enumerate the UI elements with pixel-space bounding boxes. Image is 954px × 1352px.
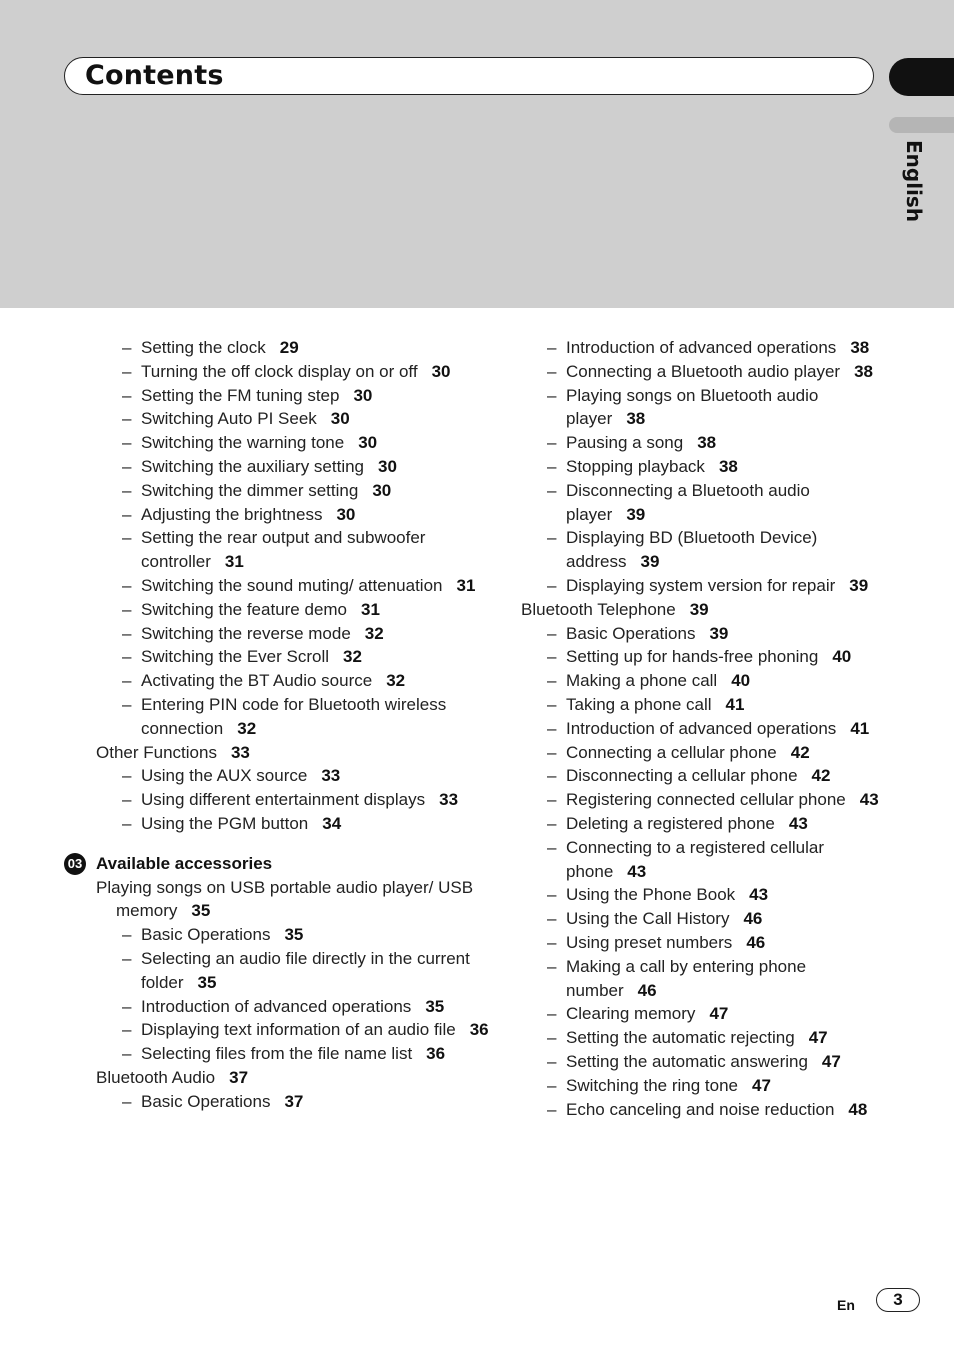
- dash-bullet: –: [122, 528, 132, 548]
- toc-subentry[interactable]: [521, 717, 881, 741]
- toc-page-number: 39: [640, 552, 660, 572]
- toc-subentry[interactable]: [96, 336, 496, 360]
- toc-entry-title: Displaying text information of an audio file: [141, 1020, 456, 1040]
- toc-subentry[interactable]: [96, 503, 496, 527]
- toc-page-number: 39: [626, 504, 646, 524]
- toc-subentry[interactable]: [521, 1050, 881, 1074]
- toc-entry[interactable]: [521, 598, 881, 622]
- toc-entry[interactable]: [96, 1066, 496, 1090]
- toc-entry-title: Adjusting the brightness: [141, 504, 323, 524]
- dash-bullet: –: [122, 480, 132, 500]
- toc-entry-title: Bluetooth Telephone: [521, 599, 676, 619]
- toc-subentry[interactable]: [521, 1026, 881, 1050]
- toc-entry-title: Setting the clock: [141, 338, 266, 357]
- toc-entry-title: Making a call by entering phone number: [566, 956, 807, 1000]
- toc-page-number: 42: [811, 766, 831, 786]
- toc-entry-title: Stopping playback: [566, 456, 705, 476]
- toc-page-number: 38: [718, 456, 738, 476]
- footer-page-number: 3: [876, 1288, 920, 1312]
- dash-bullet: –: [122, 1091, 132, 1111]
- toc-page-number: 31: [361, 599, 380, 619]
- toc-subentry[interactable]: [521, 931, 881, 955]
- dash-bullet: –: [547, 766, 557, 786]
- toc-subentry[interactable]: [521, 1002, 881, 1026]
- toc-page-number: 34: [322, 813, 342, 833]
- dash-bullet: –: [547, 790, 557, 810]
- dash-bullet: –: [547, 433, 557, 453]
- toc-subentry[interactable]: [96, 526, 496, 574]
- toc-entry-title: Basic Operations: [566, 623, 696, 643]
- toc-right-column: [521, 336, 881, 1121]
- toc-entry-title: Connecting to a registered cellular phone: [566, 837, 824, 881]
- toc-subentry[interactable]: [521, 1098, 881, 1122]
- dash-bullet: –: [122, 694, 132, 714]
- dash-bullet: –: [122, 925, 132, 945]
- dash-bullet: –: [122, 361, 132, 381]
- toc-entry-title: Echo canceling and noise reduction: [566, 1099, 835, 1119]
- toc-page-number: 39: [709, 623, 729, 643]
- toc-entry-title: Using the AUX source: [141, 766, 308, 786]
- toc-page-number: 35: [197, 972, 217, 992]
- toc-entry-title: Deleting a registered phone: [566, 813, 775, 833]
- dash-bullet: –: [122, 790, 132, 810]
- toc-page-number: 30: [353, 385, 373, 405]
- toc-page-number: 43: [749, 885, 769, 905]
- toc-page-number: 33: [230, 742, 250, 762]
- toc-entry-title: Displaying system version for repair: [566, 575, 836, 595]
- toc-subentry[interactable]: [521, 836, 881, 884]
- toc-page-number: 30: [330, 409, 350, 429]
- toc-entry-title: Setting up for hands-free phoning: [566, 647, 819, 667]
- toc-page-number: 35: [425, 996, 445, 1016]
- dash-bullet: –: [122, 623, 132, 643]
- dash-bullet: –: [547, 1075, 557, 1095]
- toc-entry-title: Pausing a song: [566, 433, 684, 453]
- toc-entry-title: Playing songs on USB portable audio player/ USB memory: [96, 877, 474, 921]
- toc-page-number: 39: [849, 575, 869, 595]
- toc-page-number: 32: [237, 718, 257, 738]
- dash-bullet: –: [122, 456, 132, 476]
- toc-entry[interactable]: [96, 876, 496, 924]
- toc-subentry[interactable]: [521, 360, 881, 384]
- toc-page-number: 38: [697, 433, 717, 453]
- toc-page-number: 46: [746, 932, 766, 952]
- toc-subentry[interactable]: [96, 455, 496, 479]
- dash-bullet: –: [547, 837, 557, 857]
- toc-subentry[interactable]: [96, 764, 496, 788]
- toc-entry-title: Connecting a Bluetooth audio player: [566, 361, 841, 381]
- toc-subentry[interactable]: [96, 479, 496, 503]
- toc-entry-title: Switching the auxiliary setting: [141, 456, 365, 476]
- toc-subentry[interactable]: [96, 693, 496, 741]
- toc-page-number: 31: [456, 575, 476, 595]
- toc-entry-title: Setting the automatic rejecting: [566, 1028, 795, 1048]
- language-tab-label: English: [902, 140, 926, 223]
- toc-subentry[interactable]: [521, 812, 881, 836]
- toc-page-number: 40: [832, 647, 852, 667]
- toc-page-number: 47: [752, 1075, 771, 1095]
- dash-bullet: –: [547, 575, 557, 595]
- dash-bullet: –: [547, 885, 557, 905]
- toc-page-number: 30: [358, 433, 378, 453]
- toc-entry-title: Other Functions: [96, 742, 217, 762]
- dash-bullet: –: [547, 480, 557, 500]
- page-title: Contents: [85, 60, 224, 91]
- toc-entry-title: Connecting a cellular phone: [566, 742, 777, 762]
- toc-entry-title: Switching the dimmer setting: [141, 480, 359, 500]
- toc-subentry[interactable]: [521, 384, 881, 432]
- toc-subentry[interactable]: [96, 812, 496, 836]
- toc-subentry[interactable]: [96, 1090, 496, 1114]
- toc-left-column: [67, 336, 496, 1114]
- dash-bullet: –: [122, 504, 132, 524]
- dash-bullet: –: [547, 813, 557, 833]
- toc-subentry[interactable]: [521, 1074, 881, 1098]
- toc-subentry[interactable]: [521, 455, 881, 479]
- toc-entry-title: Basic Operations: [141, 925, 271, 945]
- dash-bullet: –: [122, 599, 132, 619]
- dash-bullet: –: [122, 338, 132, 357]
- dash-bullet: –: [547, 1028, 557, 1048]
- toc-subentry[interactable]: [521, 764, 881, 788]
- toc-subentry[interactable]: [521, 693, 881, 717]
- toc-subentry[interactable]: [521, 622, 881, 646]
- toc-entry-title: Using the Phone Book: [566, 885, 736, 905]
- toc-page-number: 35: [284, 925, 304, 945]
- section-tab-marker: [889, 58, 954, 96]
- toc-page-number: 38: [854, 361, 874, 381]
- title-box: [64, 57, 874, 95]
- toc-page-number: 38: [850, 338, 870, 357]
- dash-bullet: –: [547, 1099, 557, 1119]
- language-tab-marker: [889, 117, 954, 133]
- toc-page-number: 33: [321, 766, 341, 786]
- toc-subentry[interactable]: [521, 526, 881, 574]
- toc-entry-title: Setting the FM tuning step: [141, 385, 340, 405]
- toc-subentry[interactable]: [96, 1042, 496, 1066]
- toc-subentry[interactable]: [521, 907, 881, 931]
- toc-page-number: 39: [689, 599, 709, 619]
- toc-page-number: 36: [426, 1044, 446, 1064]
- toc-entry-title: Disconnecting a cellular phone: [566, 766, 798, 786]
- toc-subentry[interactable]: [96, 923, 496, 947]
- toc-page-number: 41: [725, 694, 745, 714]
- toc-entry-title: Setting the rear output and subwoofer controller: [141, 528, 426, 572]
- toc-page-number: 43: [627, 861, 647, 881]
- toc-subentry[interactable]: [521, 955, 881, 1003]
- toc-page-number: 35: [191, 901, 211, 921]
- dash-bullet: –: [122, 671, 132, 691]
- dash-bullet: –: [122, 575, 132, 595]
- dash-bullet: –: [547, 932, 557, 952]
- toc-subentry[interactable]: [521, 741, 881, 765]
- toc-entry-title: Making a phone call: [566, 671, 718, 691]
- toc-entry-title: Switching the ring tone: [566, 1075, 738, 1095]
- toc-subentry[interactable]: [96, 598, 496, 622]
- toc-entry-title: Taking a phone call: [566, 694, 712, 714]
- footer-language-code: En: [837, 1297, 855, 1313]
- toc-page-number: 42: [790, 742, 810, 762]
- toc-entry-title: Selecting an audio file directly in the current folder: [141, 948, 470, 992]
- dash-bullet: –: [122, 647, 132, 667]
- toc-page-number: 31: [224, 552, 244, 572]
- toc-subentry[interactable]: [521, 669, 881, 693]
- toc-subentry[interactable]: [96, 995, 496, 1019]
- toc-entry-title: Switching the reverse mode: [141, 623, 351, 643]
- dash-bullet: –: [122, 385, 132, 405]
- toc-entry-title: Introduction of advanced operations: [566, 718, 837, 738]
- toc-page-number: 37: [284, 1091, 304, 1111]
- toc-page-number: 40: [731, 671, 751, 691]
- toc-page-number: 47: [808, 1028, 828, 1048]
- toc-page-number: 30: [378, 456, 397, 476]
- section-heading: [67, 852, 496, 876]
- toc-entry-title: Disconnecting a Bluetooth audio player: [566, 480, 810, 524]
- toc-entry-title: Turning the off clock display on or off: [141, 361, 418, 381]
- toc-page-number: 32: [343, 647, 362, 667]
- toc-page-number: 33: [439, 790, 459, 810]
- toc-entry-title: Registering connected cellular phone: [566, 790, 846, 810]
- section-heading-text: Available accessories: [96, 853, 273, 873]
- toc-entry-title: Entering PIN code for Bluetooth wireless connection: [141, 694, 447, 738]
- toc-page-number: 32: [364, 623, 384, 643]
- toc-subentry[interactable]: [96, 407, 496, 431]
- toc-subentry[interactable]: [521, 431, 881, 455]
- toc-subentry[interactable]: [521, 883, 881, 907]
- header-band: [0, 0, 954, 308]
- dash-bullet: –: [122, 1020, 132, 1040]
- dash-bullet: –: [122, 813, 132, 833]
- toc-page-number: 32: [386, 671, 406, 691]
- dash-bullet: –: [547, 956, 557, 976]
- toc-subentry[interactable]: [96, 788, 496, 812]
- toc-page-number: 37: [229, 1067, 249, 1087]
- toc-page-number: 46: [637, 980, 657, 1000]
- dash-bullet: –: [547, 718, 557, 738]
- toc-page-number: 47: [709, 1004, 729, 1024]
- toc-entry-title: Using the Call History: [566, 909, 730, 929]
- toc-entry-title: Using the PGM button: [141, 813, 309, 833]
- dash-bullet: –: [122, 409, 132, 429]
- toc-entry-title: Clearing memory: [566, 1004, 696, 1024]
- toc-entry-title: Bluetooth Audio: [96, 1067, 216, 1087]
- toc-subentry[interactable]: [521, 336, 881, 360]
- section-number-badge: 03: [64, 853, 86, 875]
- dash-bullet: –: [547, 528, 557, 548]
- toc-page-number: 30: [372, 480, 392, 500]
- toc-subentry[interactable]: [521, 645, 881, 669]
- toc-page-number: 46: [743, 909, 763, 929]
- dash-bullet: –: [547, 909, 557, 929]
- toc-entry-title: Displaying BD (Bluetooth Device) address: [566, 528, 818, 572]
- toc-subentry[interactable]: [521, 479, 881, 527]
- dash-bullet: –: [122, 766, 132, 786]
- dash-bullet: –: [547, 385, 557, 405]
- toc-entry-title: Switching the Ever Scroll: [141, 647, 330, 667]
- toc-subentry[interactable]: [96, 669, 496, 693]
- dash-bullet: –: [547, 694, 557, 714]
- toc-entry-title: Using different entertainment displays: [141, 790, 426, 810]
- toc-subentry[interactable]: [96, 645, 496, 669]
- dash-bullet: –: [547, 338, 557, 357]
- toc-entry[interactable]: [96, 741, 496, 765]
- dash-bullet: –: [122, 1044, 132, 1064]
- toc-entry-title: Setting the automatic answering: [566, 1051, 808, 1071]
- toc-page-number: 30: [336, 504, 356, 524]
- dash-bullet: –: [547, 647, 557, 667]
- toc-entry-title: Switching the feature demo: [141, 599, 348, 619]
- toc-subentry[interactable]: [96, 431, 496, 455]
- toc-subentry[interactable]: [521, 788, 881, 812]
- dash-bullet: –: [122, 996, 132, 1016]
- toc-subentry[interactable]: [96, 947, 496, 995]
- toc-entry-title: Playing songs on Bluetooth audio player: [566, 385, 819, 429]
- dash-bullet: –: [547, 456, 557, 476]
- toc-page-number: 36: [469, 1020, 489, 1040]
- toc-page-number: 30: [431, 361, 451, 381]
- dash-bullet: –: [122, 948, 132, 968]
- dash-bullet: –: [547, 1004, 557, 1024]
- toc-entry-title: Introduction of advanced operations: [141, 996, 412, 1016]
- dash-bullet: –: [122, 433, 132, 453]
- dash-bullet: –: [547, 671, 557, 691]
- toc-subentry[interactable]: [96, 384, 496, 408]
- toc-entry-title: Using preset numbers: [566, 932, 733, 952]
- dash-bullet: –: [547, 623, 557, 643]
- toc-page-number: 41: [850, 718, 870, 738]
- toc-page-number: 29: [279, 338, 299, 357]
- toc-subentry[interactable]: [96, 1018, 496, 1042]
- toc-entry-title: Activating the BT Audio source: [141, 671, 373, 691]
- toc-page-number: 47: [821, 1051, 841, 1071]
- dash-bullet: –: [547, 1051, 557, 1071]
- toc-entry-title: Switching the warning tone: [141, 433, 345, 453]
- dash-bullet: –: [547, 742, 557, 762]
- toc-subentry[interactable]: [96, 622, 496, 646]
- toc-page-number: 48: [848, 1099, 868, 1119]
- toc-subentry[interactable]: [96, 360, 496, 384]
- toc-entry-title: Selecting files from the file name list: [141, 1044, 413, 1064]
- toc-entry-title: Switching Auto PI Seek: [141, 409, 317, 429]
- toc-subentry[interactable]: [521, 574, 881, 598]
- toc-entry-title: Basic Operations: [141, 1091, 271, 1111]
- dash-bullet: –: [547, 361, 557, 381]
- toc-page-number: 43: [859, 790, 879, 810]
- toc-entry-title: Introduction of advanced operations: [566, 338, 837, 357]
- toc-entry-title: Switching the sound muting/ attenuation: [141, 575, 443, 595]
- toc-page-number: 43: [788, 813, 808, 833]
- toc-page-number: 38: [626, 409, 646, 429]
- toc-subentry[interactable]: [96, 574, 496, 598]
